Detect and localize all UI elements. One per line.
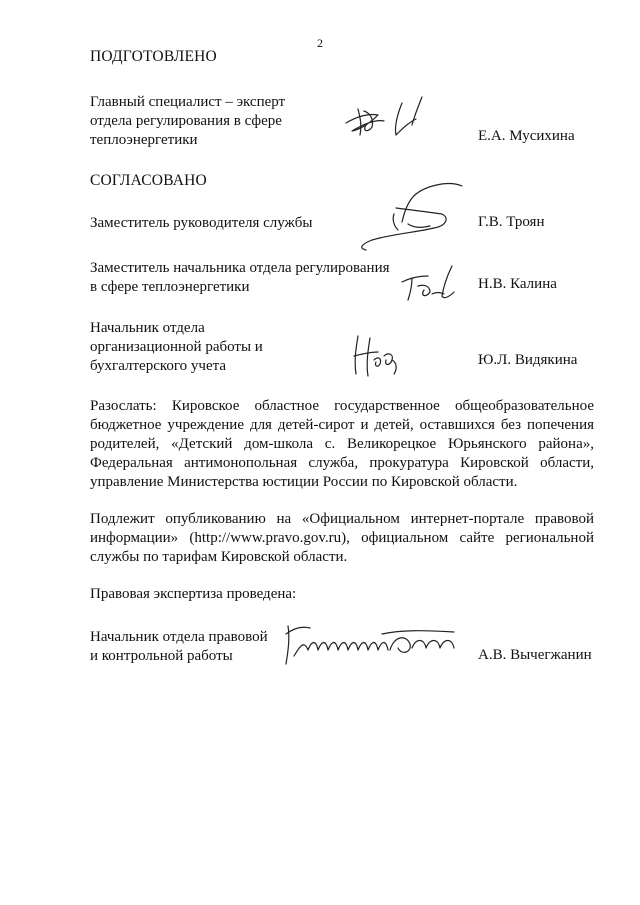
signature-troyan: [352, 178, 472, 258]
signature-vychegzhanin: [282, 620, 462, 670]
signer-name-vychegzhanin: А.В. Вычегжанин: [478, 647, 592, 663]
page-number: 2: [317, 36, 323, 50]
signer-name-kalina: Н.В. Калина: [478, 276, 557, 292]
agreed-heading: СОГЛАСОВАНО: [90, 172, 207, 189]
signer-name-vidyakina: Ю.Л. Видякина: [478, 352, 578, 368]
prepared-heading: ПОДГОТОВЛЕНО: [90, 48, 217, 65]
signer-role-musikhina: Главный специалист – эксперт отдела регулирования в сфере теплоэнергетики: [90, 94, 286, 148]
signer-role-vychegzhanin: Начальник отдела правовой и контрольной работы: [90, 629, 268, 664]
signer-role-vidyakina: Начальник отдела организационной работы и бухгалтерского учета: [90, 320, 263, 374]
distribution-paragraph: Разослать: Кировское областное государственное общеобразовательное бюджетное учреждение для детей-сирот и детей, оставшихся без попечения родителей, «Детский дом-школа с. Великорецкое Юрьянского района», Федеральная антимонопольная служба, прокуратура Кировской области, управление Министерства юстиции России по Кировской области.: [90, 398, 594, 490]
signature-vidyakina: [348, 330, 408, 385]
legal-review-text: Правовая экспертиза проведена:: [90, 586, 297, 602]
signature-musikhina: [338, 95, 438, 140]
publication-paragraph: Подлежит опубликованию на «Официальном интернет-портале правовой информации» (http://www.pravo.gov.ru), официальном сайте региональной службы по тарифам Кировской области.: [90, 511, 594, 565]
signer-name-troyan: Г.В. Троян: [478, 214, 545, 230]
signer-role-troyan: Заместитель руководителя службы: [90, 215, 313, 231]
signature-kalina: [394, 262, 464, 307]
signer-name-musikhina: Е.А. Мусихина: [478, 128, 575, 144]
signer-role-kalina: Заместитель начальника отдела регулирования в сфере теплоэнергетики: [90, 260, 390, 295]
